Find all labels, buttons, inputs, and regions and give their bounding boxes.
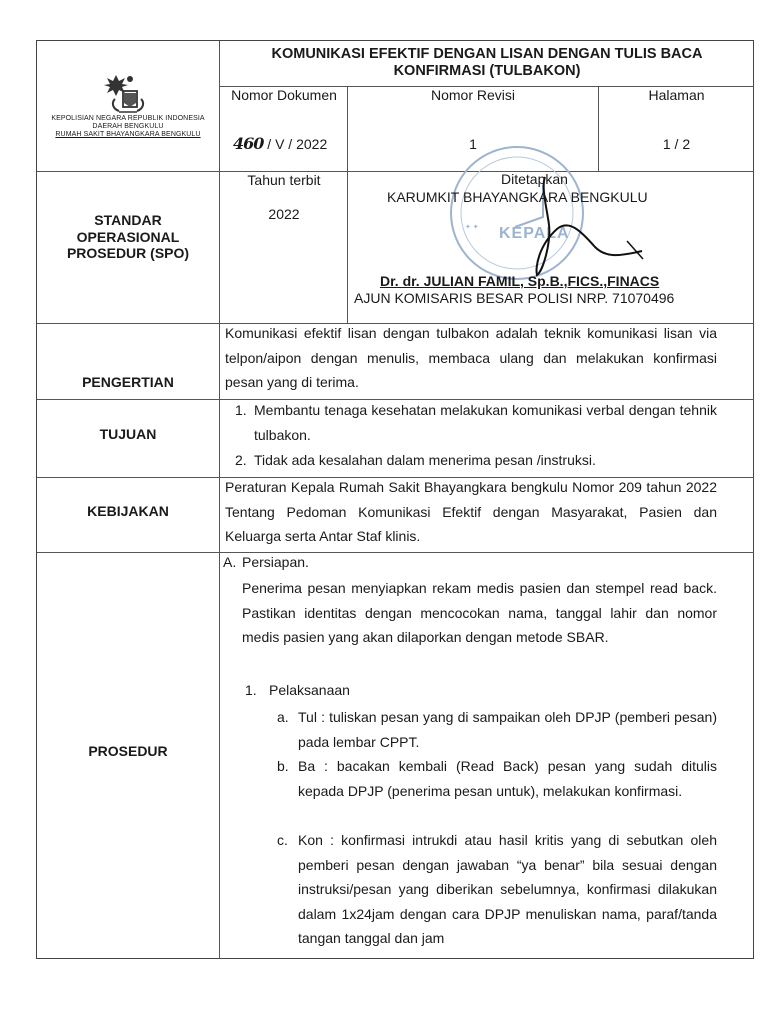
step-text: Kon : konfirmasi intrukdi atau hasil kritis yang di sebutkan oleh pemberi pesan dengan jawaban “ya benar” bila sesuai dengan instruksi/pesan yang diberikan sebelumnya, konfirmasi dilakukan dalam 1x24jam dengan cara DPJP menuliskan nama, paraf/tanda tangan tanggal dan jam [298, 832, 717, 946]
nomor-dokumen-value [233, 134, 327, 153]
prosedur-a-num: A. [223, 554, 237, 570]
pengertian-text: Komunikasi efektif lisan dengan tulbakon adalah teknik komunikasi lisan via telpon/aipon dengan menulis, membaca ulang dan melakukan konfirmasi pesan yang di terima. [225, 325, 717, 390]
jabatan: KARUMKIT BHAYANGKARA BENGKULU [387, 189, 648, 205]
step-num: b. [277, 758, 289, 774]
org-line-2: DAERAH BENGKULU [92, 123, 164, 130]
halaman-label: Halaman [648, 87, 705, 103]
signatory-rank: AJUN KOMISARIS BESAR POLISI NRP. 71070496 [354, 290, 675, 306]
prosedur-a-title: Persiapan. [242, 554, 309, 570]
logo-cell [37, 41, 219, 171]
kebijakan-text: Peraturan Kepala Rumah Sakit Bhayangkara bengkulu Nomor 209 tahun 2022 Tentang Pedoman Komunikasi Efektif dengan Masyarakat, Pasien dan Keluarga serta Antar Staf klinis. [225, 479, 717, 544]
nomor-revisi-label: Nomor Revisi [430, 87, 515, 103]
stamp-text: KEPALA [499, 225, 570, 242]
prosedur-label: PROSEDUR [88, 743, 168, 759]
handwritten-number: 460 [233, 134, 264, 153]
nomor-dokumen-label: Nomor Dokumen [231, 87, 337, 103]
prosedur-sub-title: Pelaksanaan [269, 682, 350, 698]
nomor-dokumen-suffix: / V / 2022 [267, 136, 328, 152]
signatory-name: Dr. dr. JULIAN FAMIL, Sp.B.,FICS.,FINACS [380, 273, 660, 289]
prosedur-sub-num: 1. [245, 682, 257, 698]
prosedur-a-text: Penerima pesan menyiapkan rekam medis pasien dan stempel read back. Pastikan identitas dengan mencocokan nama, tanggal lahir dan nomor medis pasien yang akan dilaporkan dengan metode SBAR. [242, 580, 717, 645]
org-line-3: RUMAH SAKIT BHAYANGKARA BENGKULU [55, 131, 201, 138]
spo-label: STANDAR OPERASIONAL PROSEDUR (SPO) [66, 212, 190, 261]
pengertian-label: PENGERTIAN [82, 374, 174, 390]
tujuan-item: Membantu tenaga kesehatan melakukan komunikasi verbal dengan tehnik tulbakon. [254, 402, 717, 443]
tujuan-item-num: 1. [235, 402, 247, 418]
divider [219, 41, 220, 959]
tahun-terbit-label: Tahun terbit [247, 172, 321, 188]
step-text: Ba : bacakan kembali (Read Back) pesan yang sudah ditulis kepada DPJP (penerima pesan untuk), melakukan konfirmasi. [298, 758, 717, 799]
tujuan-label: TUJUAN [99, 426, 157, 442]
step-num: a. [277, 709, 289, 725]
halaman-value: 1 / 2 [662, 136, 691, 152]
police-emblem-icon [103, 71, 153, 113]
sop-document [36, 40, 754, 959]
kebijakan-label: KEBIJAKAN [87, 503, 169, 519]
nomor-revisi-value: 1 [469, 136, 477, 152]
step-num: c. [277, 832, 288, 848]
tahun-terbit-value: 2022 [268, 206, 300, 222]
document-title: KOMUNIKASI EFEKTIF DENGAN LISAN DENGAN TULIS BACA KONFIRMASI (TULBAKON) [271, 46, 703, 79]
divider [37, 552, 754, 553]
ditetapkan-label: Ditetapkan [501, 171, 568, 187]
tujuan-item: Tidak ada kesalahan dalam menerima pesan /instruksi. [254, 452, 596, 468]
org-line-1: KEPOLISIAN NEGARA REPUBLIK INDONESIA [51, 115, 205, 122]
step-text: Tul : tuliskan pesan yang di sampaikan oleh DPJP (pemberi pesan) pada lembar CPPT. [298, 709, 717, 750]
svg-text:✦ ✦: ✦ ✦ [465, 224, 479, 231]
divider [347, 86, 348, 323]
tujuan-item-num: 2. [235, 452, 247, 468]
